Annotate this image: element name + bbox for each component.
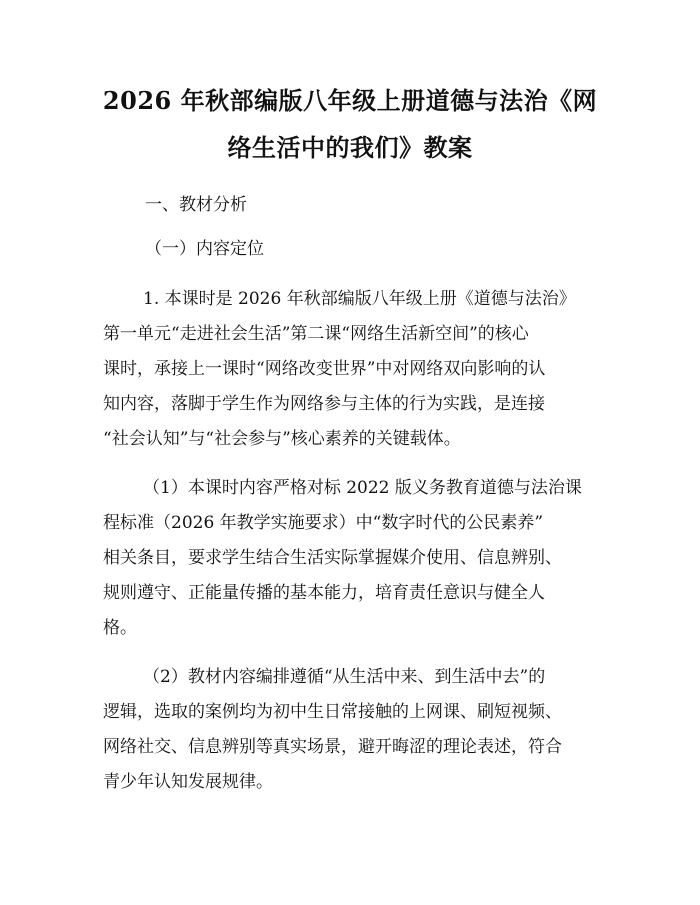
paragraph-curriculum-standard <box>103 471 600 646</box>
paragraph-line: 知内容，落脚于学生作为网络参与主体的行为实践，是连接 <box>103 394 545 414</box>
subsection-heading: （一）内容定位 <box>145 239 264 259</box>
paragraph-line: 规则遵守、正能量传播的基本能力，培育责任意识与健全人 <box>103 583 545 603</box>
document-title-line-1: 2026 年秋部编版八年级上册道德与法治《网 <box>102 86 598 115</box>
paragraph-content-positioning <box>103 282 600 457</box>
paragraph-line: 相关条目，要求学生结合生活实际掌握媒介使用、信息辨别、 <box>103 548 562 568</box>
paragraph-content-arrangement <box>103 660 600 800</box>
paragraph-line: 青少年认知发展规律。 <box>103 772 273 792</box>
paragraph-line: 程标准（2026 年教学实施要求）中“数字时代的公民素养” <box>103 513 544 533</box>
paragraph-line: 第一单元“走进社会生活”第二课“网络生活新空间”的核心 <box>103 324 529 344</box>
paragraph-line: （2）教材内容编排遵循“从生活中来、到生活中去”的 <box>143 667 546 687</box>
paragraph-line: 课时，承接上一课时“网络改变世界”中对网络双向影响的认 <box>103 359 546 379</box>
section-heading: 一、教材分析 <box>145 195 247 215</box>
paragraph-line: （1）本课时内容严格对标 2022 版义务教育道德与法治课 <box>143 478 582 498</box>
paragraph-line: 1. 本课时是 2026 年秋部编版八年级上册《道德与法治》 <box>143 289 576 309</box>
paragraph-line: 网络社交、信息辨别等真实场景，避开晦涩的理论表述，符合 <box>103 737 562 757</box>
paragraph-line: 格。 <box>103 618 137 638</box>
paragraph-line: “社会认知”与“社会参与”核心素养的关键载体。 <box>103 429 461 449</box>
paragraph-line: 逻辑，选取的案例均为初中生日常接触的上网课、刷短视频、 <box>103 702 562 722</box>
document-title-line-2: 络生活中的我们》教案 <box>227 133 473 162</box>
